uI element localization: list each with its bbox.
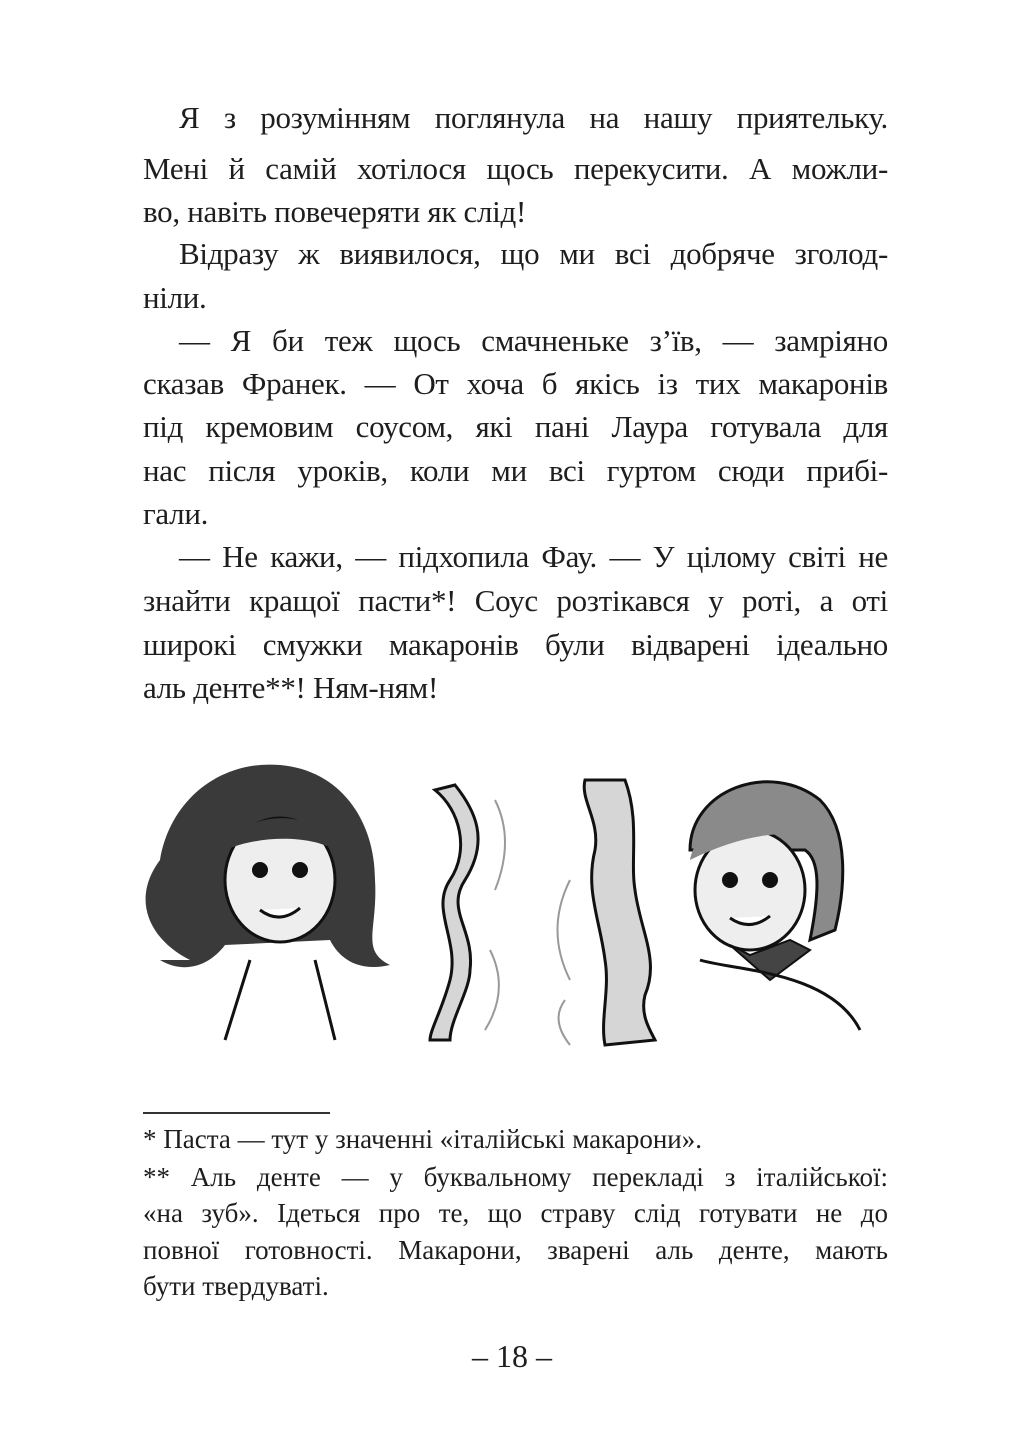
text-line: — Не кажи, — підхопила Фау. — У цілому світі не (179, 539, 888, 574)
text-line: ніли. (143, 280, 207, 315)
footnote-line: * Паста — тут у значенні «італійські макарони». (143, 1124, 702, 1154)
footnote-divider (143, 1112, 330, 1114)
footnote-line: бути твердуваті. (143, 1271, 329, 1301)
text-line: знайти кращої пасти*! Соус розтікався у роті, а оті (143, 583, 888, 618)
text-line: Я з розумінням поглянула на нашу приятельку. (179, 100, 888, 135)
girl-right-figure (690, 782, 860, 1030)
noodle-tagliatelle-icon (430, 785, 505, 1040)
illustration-girls-pasta (130, 740, 890, 1060)
footnote-line: ** Аль денте — у буквальному перекладі з італійської: (143, 1162, 888, 1192)
text-line: Відразу ж виявилося, що ми всі добряче зголод- (179, 236, 888, 271)
text-line: Мені й самій хотілося щось перекусити. А можли- (143, 151, 888, 186)
noodle-pappardelle-icon (558, 780, 656, 1045)
girl-left-figure (146, 765, 390, 1040)
page-number: – 18 – (472, 1338, 552, 1374)
text-line: сказав Франек. — От хоча б якісь із тих макаронів (143, 366, 888, 401)
text-line: аль денте**! Ням-ням! (143, 670, 438, 705)
text-line: під кремовим соусом, які пані Лаура готувала для (143, 409, 888, 444)
text-line: во, навіть повечеряти як слід! (143, 194, 526, 229)
text-line: — Я би теж щось смачненьке з’їв, — замріяно (179, 323, 888, 358)
footnote-line: «на зуб». Ідеться про те, що страву слід готувати не до (143, 1198, 888, 1228)
text-line: гали. (143, 496, 209, 531)
text-line: широкі смужки макаронів були відварені ідеально (143, 627, 888, 662)
text-line: нас після уроків, коли ми всі гуртом сюди прибі- (143, 453, 888, 488)
footnote-line: повної готовності. Макарони, зварені аль денте, мають (143, 1235, 888, 1265)
